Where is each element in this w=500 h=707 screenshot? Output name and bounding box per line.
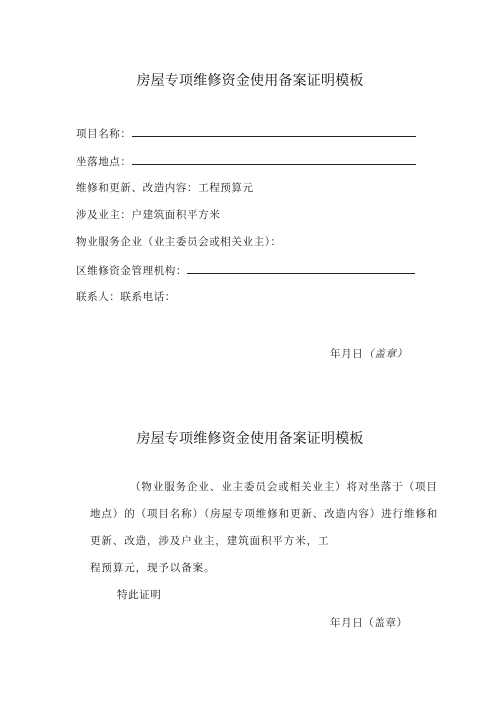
section1-seal: （盖章） <box>363 348 408 360</box>
fund-agency-row <box>76 263 415 278</box>
contact-line: 联系人：联系电话： <box>76 291 176 303</box>
content-line: 维修和更新、改造内容：工程预算元 <box>76 182 254 194</box>
property-company-line: 物业服务企业（业主委员会或相关业主）： <box>76 236 282 248</box>
special-proof: 特此证明 <box>117 589 162 601</box>
project-name-blank <box>132 126 416 137</box>
location-row <box>76 154 416 169</box>
project-name-row <box>76 126 416 141</box>
paragraph-line-1: （物业服务企业、业主委员会或相关业主）将对坐落于（项目 <box>130 481 438 493</box>
section1-title: 房屋专项维修资金使用备案证明模板 <box>136 73 364 89</box>
owner-line: 涉及业主：户建筑面积平方米 <box>76 209 221 221</box>
paragraph-line-2: 地点）的（项目名称）（房屋专项维修和更新、改造内容）进行维修和 <box>90 508 439 520</box>
section1-date-seal <box>330 346 408 361</box>
fund-agency-blank <box>187 263 415 274</box>
paragraph-line-4: 程预算元，现予以备案。 <box>90 562 216 574</box>
section1-date: 年月日 <box>330 348 364 360</box>
location-blank <box>132 154 416 165</box>
fund-agency-label: 区维修资金管理机构： <box>76 265 187 277</box>
section2-title: 房屋专项维修资金使用备案证明模板 <box>136 431 364 447</box>
section2-date-seal: 年月日（盖章） <box>330 617 408 629</box>
location-label: 坐落地点： <box>76 156 132 168</box>
project-name-label: 项目名称： <box>76 128 132 140</box>
paragraph-line-3: 更新、改造，涉及户业主，建筑面积平方米，工 <box>90 535 330 547</box>
